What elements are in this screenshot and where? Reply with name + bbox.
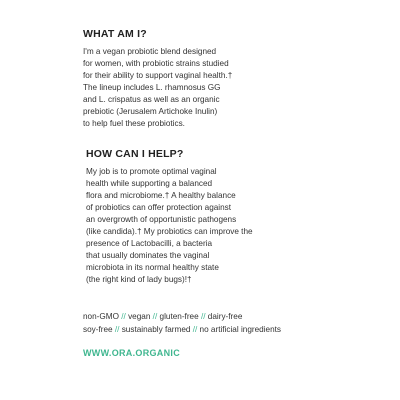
attribute: no artificial ingredients: [199, 325, 282, 334]
attribute-separator: //: [114, 325, 120, 334]
paragraph-line: an overgrowth of opportunistic pathogens: [86, 215, 237, 225]
attributes-row-1: [83, 310, 281, 323]
paragraph-line: I'm a vegan probiotic blend designed: [83, 47, 217, 56]
paragraph-line: presence of Lactobacilli, a bacteria: [86, 239, 213, 249]
attribute: dairy-free: [207, 312, 243, 321]
paragraph-line: that usually dominates the vaginal: [86, 251, 210, 261]
attribute: soy-free: [83, 325, 113, 334]
paragraph-line: prebiotic (Jerusalem Artichoke Inulin): [83, 107, 218, 117]
attribute-separator: //: [152, 312, 158, 321]
paragraph-line: (the right kind of lady bugs)!†: [86, 275, 192, 285]
paragraph-line: The lineup includes L. rhamnosus GG: [83, 83, 221, 93]
attribute-separator: //: [121, 312, 126, 321]
paragraph-line: for their ability to support vaginal health.†: [83, 71, 233, 81]
paragraph-line: to help fuel these probiotics.: [83, 119, 185, 129]
paragraph-line: and L. crispatus as well as an organic: [83, 95, 220, 105]
attribute: vegan: [128, 312, 151, 321]
attribute: sustainably farmed: [121, 325, 191, 334]
product-attributes: [83, 310, 281, 336]
paragraph-line: for women, with probiotic strains studied: [83, 59, 229, 69]
attribute: gluten-free: [159, 312, 199, 321]
paragraph-line: (like candida).† My probiotics can improve the: [86, 227, 253, 237]
website-url: WWW.ORA.ORGANIC: [83, 348, 180, 358]
what-am-i-paragraph: [83, 46, 232, 130]
how-can-i-help-paragraph: [86, 166, 253, 286]
what-am-i-heading: WHAT AM I?: [83, 28, 147, 40]
how-can-i-help-heading: HOW CAN I HELP?: [86, 148, 184, 160]
paragraph-line: My job is to promote optimal vaginal: [86, 167, 217, 176]
attribute-separator: //: [192, 325, 198, 334]
paragraph-line: health while supporting a balanced: [86, 179, 213, 189]
attribute-separator: //: [200, 312, 206, 321]
paragraph-line: flora and microbiome.† A healthy balance: [86, 191, 236, 201]
attribute: non-GMO: [83, 312, 119, 321]
paragraph-line: microbiota in its normal healthy state: [86, 263, 219, 273]
attributes-row-2: [83, 323, 281, 336]
paragraph-line: of probiotics can offer protection against: [86, 203, 232, 213]
